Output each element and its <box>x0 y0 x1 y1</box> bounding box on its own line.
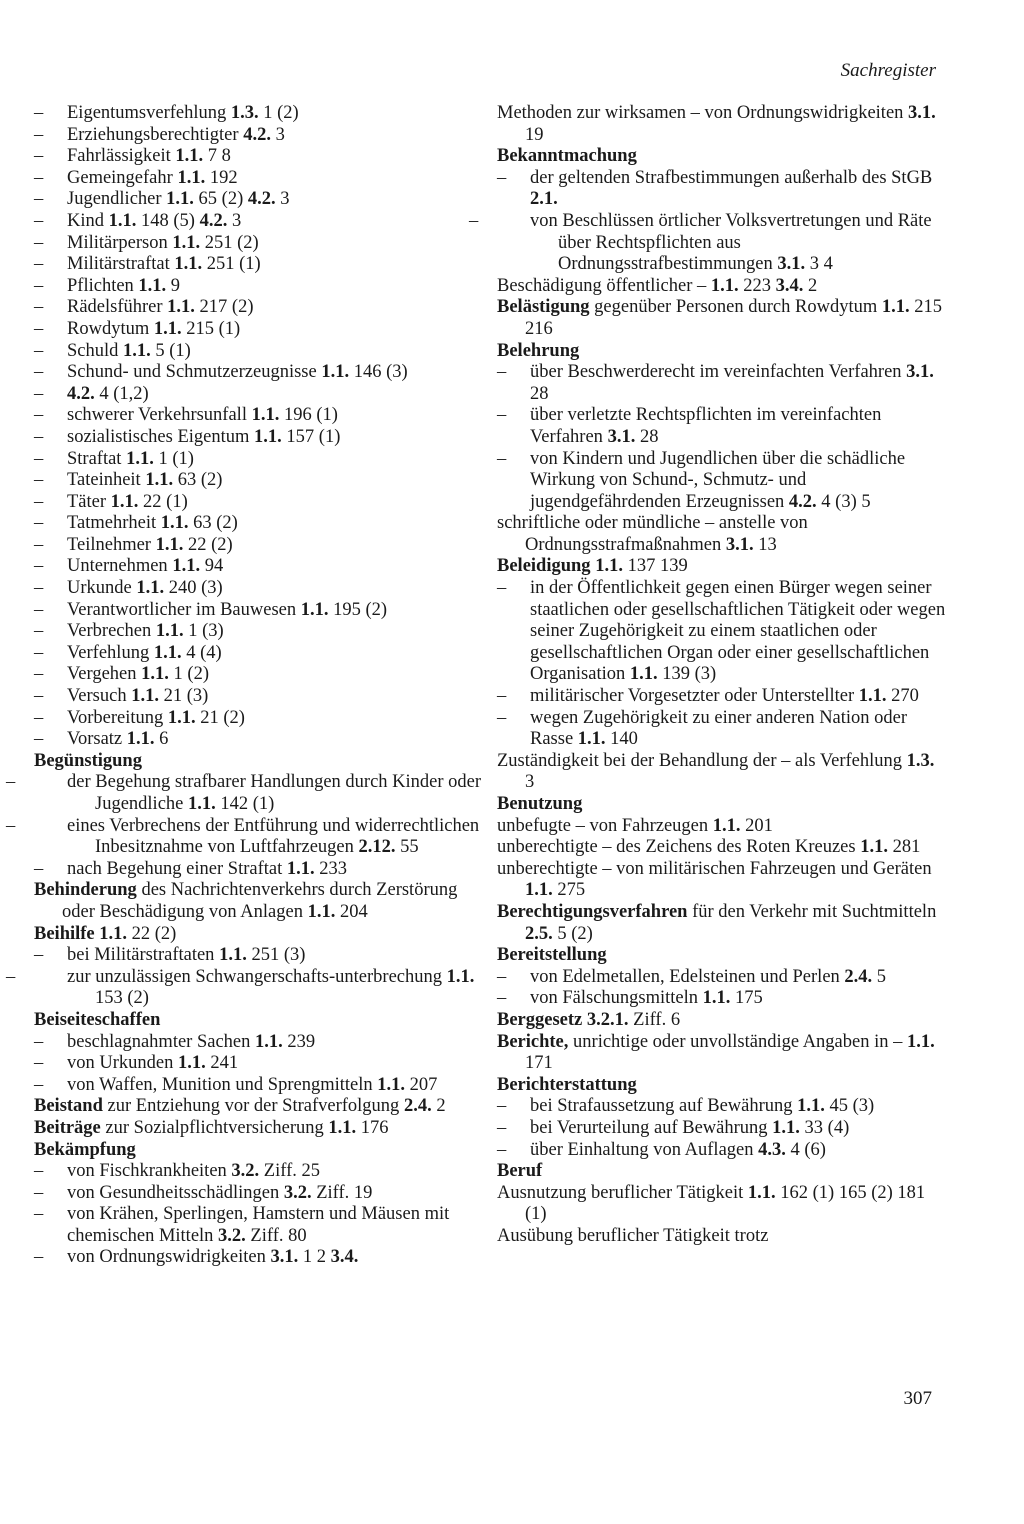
index-entry: – von Fischkrankheiten 3.2. Ziff. 25 <box>34 1161 486 1183</box>
index-entry: – bei Verurteilung auf Bewährung 1.1. 33 (4) <box>497 1118 947 1140</box>
index-entry: Bekämpfung <box>34 1139 136 1160</box>
index-entry: unbefugte – von Fahrzeugen 1.1. 201 <box>497 815 773 836</box>
index-entry: – Rowdytum 1.1. 215 (1) <box>34 319 486 341</box>
index-entry: – über Einhaltung von Auflagen 4.3. 4 (6) <box>497 1140 947 1162</box>
index-entry: Berechtigungsverfahren für den Verkehr mit Suchtmitteln 2.5. 5 (2) <box>497 901 937 944</box>
index-entry: – Jugendlicher 1.1. 65 (2) 4.2. 3 <box>34 189 486 211</box>
index-entry: – der geltenden Strafbestimmungen außerhalb des StGB 2.1. <box>497 168 947 211</box>
index-entry: – beschlagnahmter Sachen 1.1. 239 <box>34 1032 486 1054</box>
index-entry: – 4.2. 4 (1,2) <box>34 384 486 406</box>
index-entry: schriftliche oder mündliche – anstelle von Ordnungsstrafmaßnahmen 3.1. 13 <box>497 513 808 555</box>
index-entry: – bei Strafaussetzung auf Bewährung 1.1. 45 (3) <box>497 1096 947 1118</box>
index-entry: – Schuld 1.1. 5 (1) <box>34 341 486 363</box>
index-entry: Beleidigung 1.1. 137 139 <box>497 556 688 577</box>
index-entry: – Militärstraftat 1.1. 251 (1) <box>34 254 486 276</box>
index-entry: Berggesetz 3.2.1. Ziff. 6 <box>497 1009 681 1030</box>
index-entry: – Tateinheit 1.1. 63 (2) <box>34 470 486 492</box>
index-entry: – in der Öffentlichkeit gegen einen Bürger wegen seiner staatlichen oder gesellschaftlichen Tätigkeit oder wegen seiner Zugehörigkeit zu einem staatlichen oder gesellschaftlichen Organ oder einer gesellschaftlichen Organisation 1.1. 139 (3) <box>497 578 947 686</box>
index-entry: – von Kindern und Jugendlichen über die schädliche Wirkung von Schund-, Schmutz- und jugendgefährdenden Erzeugnissen 4.2. 4 (3) 5 <box>497 449 947 514</box>
index-entry: Bereitstellung <box>497 945 607 966</box>
index-entry: – schwerer Verkehrsunfall 1.1. 196 (1) <box>34 405 486 427</box>
index-entry: – wegen Zugehörigkeit zu einer anderen Nation oder Rasse 1.1. 140 <box>497 708 947 751</box>
index-entry: – zur unzulässigen Schwangerschafts-unterbrechung 1.1. 153 (2) <box>34 967 486 1010</box>
index-entry: Berichte, unrichtige oder unvollständige Angaben in – 1.1. 171 <box>497 1031 935 1074</box>
left-column <box>34 103 486 1269</box>
index-entry: – von Fälschungsmitteln 1.1. 175 <box>497 988 947 1010</box>
index-entry: unberechtigte – von militärischen Fahrzeugen und Geräten 1.1. 275 <box>497 858 932 901</box>
index-entry: – eines Verbrechens der Entführung und widerrechtlichen Inbesitznahme von Luftfahrzeugen 2.12. 55 <box>34 816 486 859</box>
index-entry: – Teilnehmer 1.1. 22 (2) <box>34 535 486 557</box>
index-entry: – der Begehung strafbarer Handlungen durch Kinder oder Jugendliche 1.1. 142 (1) <box>34 772 486 815</box>
index-entry: – über verletzte Rechtspflichten im vereinfachten Verfahren 3.1. 28 <box>497 405 947 448</box>
index-entry: Belehrung <box>497 340 580 361</box>
index-entry: – über Beschwerderecht im vereinfachten Verfahren 3.1. 28 <box>497 362 947 405</box>
index-entry: – von Waffen, Munition und Sprengmitteln 1.1. 207 <box>34 1075 486 1097</box>
index-entry: Ausnutzung beruflicher Tätigkeit 1.1. 162 (1) 165 (2) 181 (1) <box>497 1182 926 1225</box>
index-entry: – Schund- und Schmutzerzeugnisse 1.1. 146 (3) <box>34 362 486 384</box>
index-entry: Beistand zur Entziehung vor der Strafverfolgung 2.4. 2 <box>34 1096 446 1117</box>
index-entry: – sozialistisches Eigentum 1.1. 157 (1) <box>34 427 486 449</box>
index-entry: – Täter 1.1. 22 (1) <box>34 492 486 514</box>
index-entry: – Unternehmen 1.1. 94 <box>34 556 486 578</box>
index-entry: – Verantwortlicher im Bauwesen 1.1. 195 (2) <box>34 600 486 622</box>
index-entry: Bekanntmachung <box>497 146 637 167</box>
index-entry: – Fahrlässigkeit 1.1. 7 8 <box>34 146 486 168</box>
right-column <box>497 103 947 1247</box>
index-entry: Behinderung des Nachrichtenverkehrs durch Zerstörung oder Beschädigung von Anlagen 1.1. 204 <box>34 880 458 922</box>
index-entry: Ausübung beruflicher Tätigkeit trotz <box>497 1225 769 1246</box>
index-entry: – Urkunde 1.1. 240 (3) <box>34 578 486 600</box>
index-entry: Belästigung gegenüber Personen durch Rowdytum 1.1. 215 216 <box>497 297 942 339</box>
page-number: 307 <box>903 1388 932 1409</box>
index-entry: Beiträge zur Sozialpflichtversicherung 1.1. 176 <box>34 1117 389 1138</box>
index-entry: – Versuch 1.1. 21 (3) <box>34 686 486 708</box>
index-entry: Beiseiteschaffen <box>34 1009 161 1030</box>
index-entry: – Militärperson 1.1. 251 (2) <box>34 233 486 255</box>
index-entry: – Eigentumsverfehlung 1.3. 1 (2) <box>34 103 486 125</box>
index-entry: – von Edelmetallen, Edelsteinen und Perlen 2.4. 5 <box>497 967 947 989</box>
index-entry: – Pflichten 1.1. 9 <box>34 276 486 298</box>
index-entry: Zuständigkeit bei der Behandlung der – als Verfehlung 1.3. 3 <box>497 750 935 793</box>
page-header-title: Sachregister <box>840 60 936 81</box>
index-entry: – von Urkunden 1.1. 241 <box>34 1053 486 1075</box>
index-entry: Beihilfe 1.1. 22 (2) <box>34 923 177 944</box>
index-entry: Berichterstattung <box>497 1074 637 1095</box>
index-entry: – Verbrechen 1.1. 1 (3) <box>34 621 486 643</box>
index-entry: – von Gesundheitsschädlingen 3.2. Ziff. 19 <box>34 1183 486 1205</box>
index-entry: – Erziehungsberechtigter 4.2. 3 <box>34 125 486 147</box>
index-entry: – Kind 1.1. 148 (5) 4.2. 3 <box>34 211 486 233</box>
index-entry: Benutzung <box>497 794 583 814</box>
index-entry: Methoden zur wirksamen – von Ordnungswidrigkeiten 3.1. 19 <box>497 103 936 145</box>
index-entry: – Verfehlung 1.1. 4 (4) <box>34 643 486 665</box>
index-entry: – Vergehen 1.1. 1 (2) <box>34 664 486 686</box>
index-entry: – Gemeingefahr 1.1. 192 <box>34 168 486 190</box>
index-entry: – Vorbereitung 1.1. 21 (2) <box>34 708 486 730</box>
index-entry: – Straftat 1.1. 1 (1) <box>34 449 486 471</box>
index-entry: – von Krähen, Sperlingen, Hamstern und Mäusen mit chemischen Mitteln 3.2. Ziff. 80 <box>34 1204 486 1247</box>
index-entry: – militärischer Vorgesetzter oder Unterstellter 1.1. 270 <box>497 686 947 708</box>
index-entry: Begünstigung <box>34 750 142 771</box>
index-entry: Beschädigung öffentlicher – 1.1. 223 3.4. 2 <box>497 275 818 296</box>
index-entry: – von Beschlüssen örtlicher Volksvertretungen und Räte über Rechtspflichten aus Ordnungsstrafbestimmungen 3.1. 3 4 <box>497 211 947 276</box>
index-entry: – Tatmehrheit 1.1. 63 (2) <box>34 513 486 535</box>
index-entry: – bei Militärstraftaten 1.1. 251 (3) <box>34 945 486 967</box>
index-entry: Beruf <box>497 1161 543 1182</box>
index-entry: unberechtigte – des Zeichens des Roten Kreuzes 1.1. 281 <box>497 837 921 858</box>
index-entry: – von Ordnungswidrigkeiten 3.1. 1 2 3.4. <box>34 1247 486 1269</box>
index-entry: – nach Begehung einer Straftat 1.1. 233 <box>34 859 486 881</box>
index-entry: – Rädelsführer 1.1. 217 (2) <box>34 297 486 319</box>
index-entry: – Vorsatz 1.1. 6 <box>34 729 486 751</box>
